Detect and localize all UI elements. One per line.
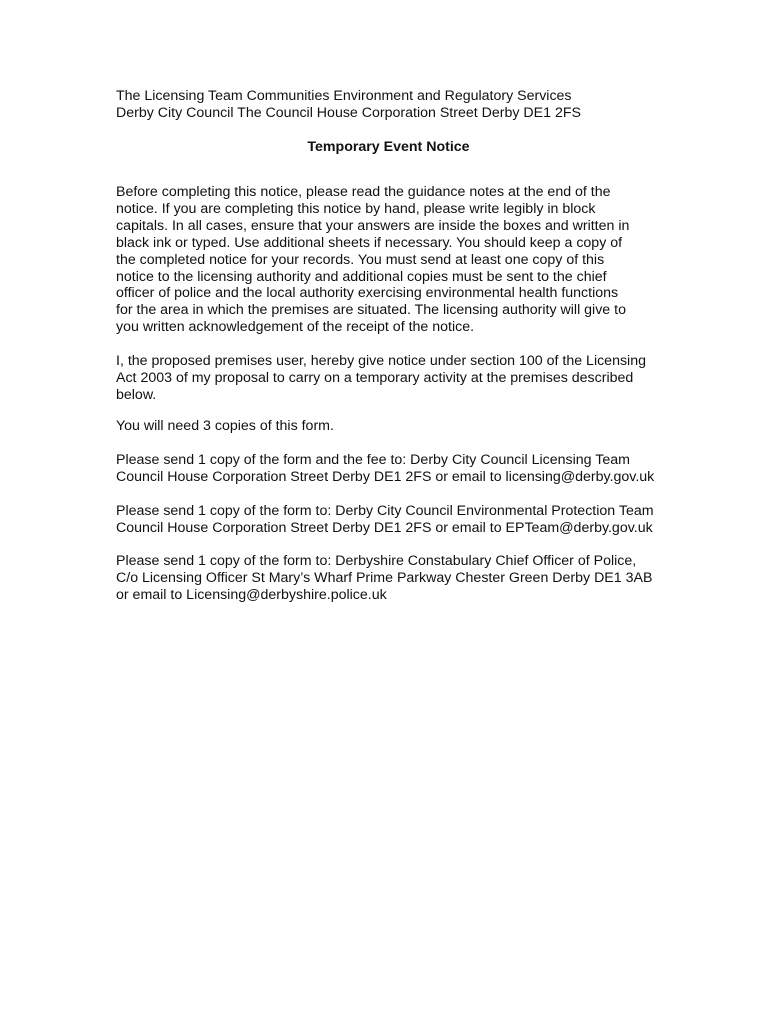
document-page xyxy=(116,88,661,604)
address-line-2: Derby City Council The Council House Corporation Street Derby DE1 2FS xyxy=(116,105,581,121)
page-title: Temporary Event Notice xyxy=(307,139,470,155)
send-licensing-paragraph: Please send 1 copy of the form and the fee to: Derby City Council Licensing Team Council House Corporation Street Derby DE1 2FS or email to licensing@derby.gov.uk xyxy=(116,451,655,485)
send-environmental-paragraph: Please send 1 copy of the form to: Derby City Council Environmental Protection Team Council House Corporation Street Derby DE1 2FS or email to EPTeam@derby.gov.uk xyxy=(116,502,654,536)
send-police-paragraph: Please send 1 copy of the form to: Derbyshire Constabulary Chief Officer of Police, C/o Licensing Officer St Mary’s Wharf Prime Parkway Chester Green Derby DE1 3AB or email to Licensing@derbyshire.police.uk xyxy=(116,553,653,604)
copies-needed-paragraph: You will need 3 copies of this form. xyxy=(116,417,334,434)
guidance-paragraph: Before completing this notice, please read the guidance notes at the end of the notice. If you are completing this notice by hand, please write legibly in block capitals. In all cases, ensure that your answers are inside the boxes and written in black ink or typed. Use additional sheets if necessary. You should keep a copy of the completed notice for your records. You must send at least one copy of this notice to the licensing authority and additional copies must be sent to the chief officer of police and the local authority exercising environmental health functions for the area in which the premises are situated. The licensing authority will give to you written acknowledgement of the receipt of the notice. xyxy=(116,184,630,336)
declaration-paragraph: I, the proposed premises user, hereby give notice under section 100 of the Licensing Act 2003 of my proposal to carry on a temporary activity at the premises described below. xyxy=(116,353,646,403)
address-line-1: The Licensing Team Communities Environment and Regulatory Services xyxy=(116,88,572,104)
